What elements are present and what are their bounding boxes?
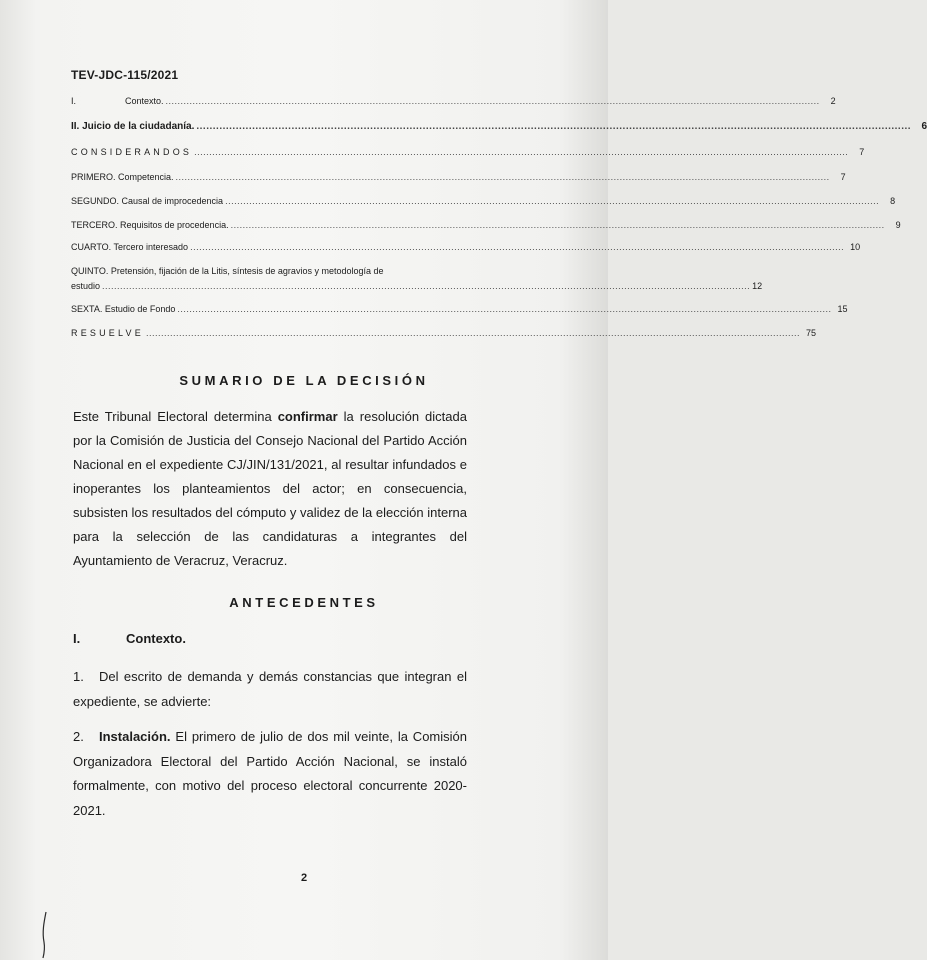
summary-paragraph [73,405,467,573]
toc-entry-considerandos [71,147,865,157]
section-title: Contexto. [126,631,186,646]
toc-entry-label: II. Juicio de la ciudadanía. [71,121,195,132]
toc-entry-page: 9 [895,220,901,230]
toc-leader-dots [177,304,831,314]
paragraph-1 [73,665,467,714]
toc-entry-segundo [71,196,896,206]
toc-entry-label-continued: estudio [71,281,101,291]
toc-entry-page: 75 [806,328,817,338]
case-id: TEV-JDC-115/2021 [71,68,179,82]
toc-leader-dots [231,220,885,230]
toc-entry-page: 7 [840,172,846,182]
pen-mark-icon [38,910,52,960]
summary-emphasis: confirmar [277,409,338,424]
section-heading [73,631,186,646]
toc-entry-resuelve [71,328,817,338]
toc-entry-tercero [71,220,901,230]
toc-leader-dots [225,196,879,206]
paragraph-number: 1. [73,669,84,684]
toc-entry-label: I. [71,96,77,106]
toc-entry-label: RESUELVE [71,328,144,338]
paragraph-2 [73,725,467,823]
toc-entry-sexta [71,304,848,314]
toc-leader-dots: ........................................................................................................................................................................................................................ [102,281,751,291]
toc-entry-page: 7 [859,147,865,157]
toc-entry-juicio [71,121,927,132]
antecedentes-heading: ANTECEDENTES [229,595,379,610]
toc-entry-primero [71,172,846,182]
toc-entry-page: 8 [890,196,896,206]
toc-entry-continuation [71,279,763,294]
toc-entry-quinto [71,264,763,294]
toc-entry-label: SEGUNDO. Causal de improcedencia [71,196,224,206]
summary-heading: SUMARIO DE LA DECISIÓN [179,373,429,388]
page-number: 2 [300,872,308,884]
toc-entry-label: CONSIDERANDOS [71,147,193,157]
toc-entry-label: PRIMERO. Competencia. [71,172,174,182]
toc-entry-text: Contexto. [125,96,164,106]
toc-entry-page: 2 [830,96,836,106]
section-number: I. [73,631,81,646]
toc-leader-dots [166,96,820,106]
toc-entry-page: 6 [921,121,927,132]
paragraph-text: Del escrito de demanda y demás constancias que integran el expediente, se advierte: [73,669,467,709]
toc-entry-page: 12 [752,281,763,291]
toc-entry-page: 10 [850,242,861,252]
toc-leader-dots [190,242,844,252]
paragraph-title: Instalación. [99,729,171,744]
toc-entry-page: 15 [837,304,848,314]
toc-leader-dots [176,172,830,182]
summary-text-end: la resolución dictada por la Comisión de Justicia del Consejo Nacional del Partido Acción Nacional en el expediente CJ/JIN/131/2021, al resultar infundados e inoperantes los planteamientos del actor; en consecuencia, subsisten los resultados del cómputo y validez de la elección interna para la selección de las candidaturas a integrantes del Ayuntamiento de Veracruz, Veracruz. [73,409,467,568]
toc-entry-cuarto [71,242,861,252]
toc-entry-label: QUINTO. Pretensión, fijación de la Litis, síntesis de agravios y metodología de [71,266,384,276]
toc-leader-dots [146,328,800,338]
toc-entry-contexto [71,96,836,106]
paragraph-text: El primero de julio de dos mil veinte, la Comisión Organizadora Electoral del Partido Acción Nacional, se instaló formalmente, con motivo del proceso electoral concurrente 2020-2021. [73,729,467,818]
summary-text-start: Este Tribunal Electoral determina [73,409,278,424]
toc-entry-label: TERCERO. Requisitos de procedencia. [71,220,229,230]
toc-leader-dots [194,147,848,157]
paragraph-number: 2. [73,729,84,744]
toc-entry-label: SEXTA. Estudio de Fondo [71,304,176,314]
toc-leader-dots [196,121,911,132]
toc-entry-label: CUARTO. Tercero interesado [71,242,189,252]
